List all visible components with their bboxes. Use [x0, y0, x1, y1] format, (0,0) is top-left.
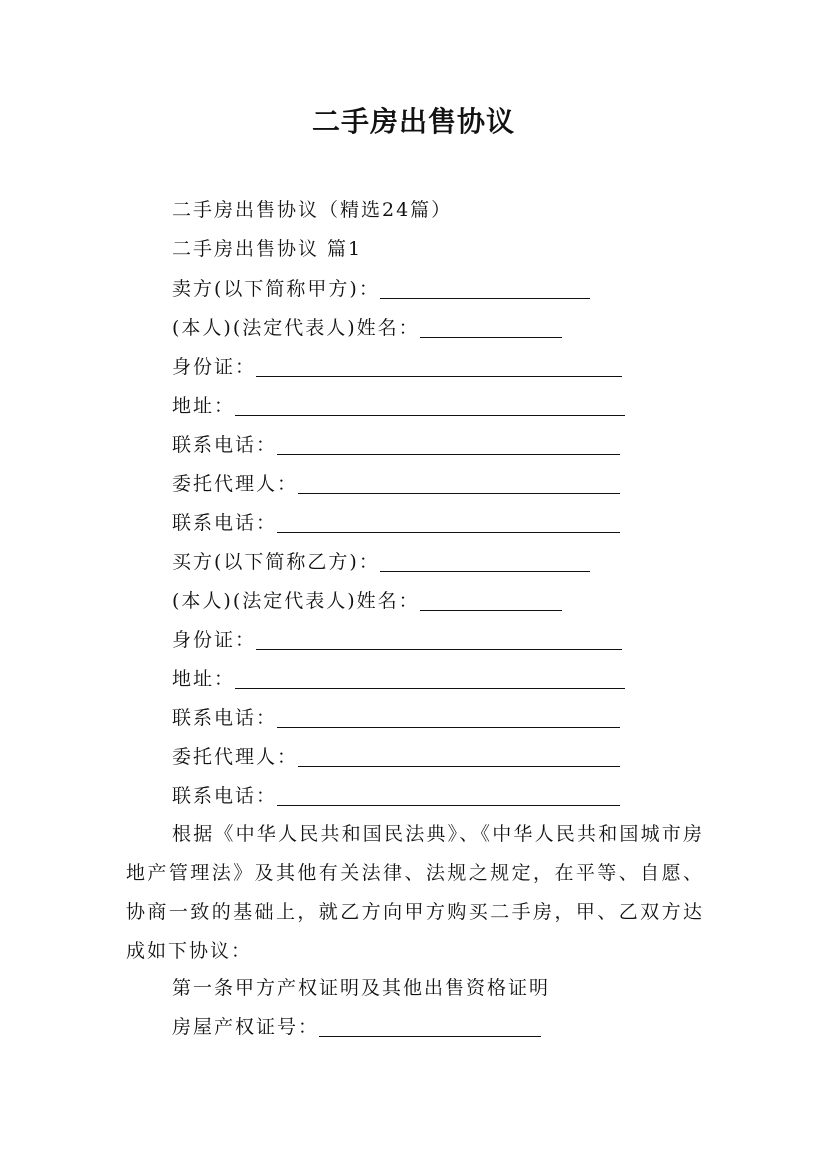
fill-blank	[298, 746, 620, 767]
fill-blank	[235, 668, 625, 689]
seller-name-field	[172, 314, 562, 342]
field-label: 身份证：	[172, 356, 257, 378]
buyer-name-field	[172, 587, 562, 615]
field-label: (本人)(法定代表人)姓名：	[172, 317, 420, 339]
section-heading: 二手房出售协议 篇1	[172, 238, 363, 260]
field-label: 委托代理人：	[172, 473, 299, 495]
field-label: 联系电话：	[172, 707, 278, 729]
fill-blank	[420, 317, 562, 338]
seller-agent-phone-field	[172, 509, 620, 537]
document-title: 二手房出售协议	[311, 105, 515, 138]
fill-blank	[380, 278, 590, 299]
buyer-id-field	[172, 626, 622, 654]
field-label: 地址：	[172, 395, 236, 417]
field-label: 委托代理人：	[172, 746, 299, 768]
buyer-agent-field	[172, 743, 620, 771]
field-label: 联系电话：	[172, 785, 278, 807]
document-subtitle: 二手房出售协议（精选24篇）	[172, 199, 453, 221]
buyer-phone-field	[172, 704, 620, 732]
fill-blank	[235, 395, 625, 416]
body-paragraph: 根据《中华人民共和国民法典》、《中华人民共和国城市房地产管理法》及其他有关法律、法规之规定，在平等、自愿、协商一致的基础上，就乙方向甲方购买二手房，甲、乙双方达成如下协议：	[126, 823, 704, 962]
field-label: 身份证：	[172, 629, 257, 651]
article-heading: 第一条甲方产权证明及其他出售资格证明	[172, 977, 551, 999]
seller-field	[172, 275, 590, 303]
field-label: 房屋产权证号：	[172, 1016, 320, 1038]
field-label: 联系电话：	[172, 434, 278, 456]
field-label: (本人)(法定代表人)姓名：	[172, 590, 420, 612]
field-label: 卖方(以下简称甲方)：	[172, 278, 380, 300]
fill-blank	[277, 785, 620, 806]
seller-phone-field	[172, 431, 620, 459]
fill-blank	[277, 434, 620, 455]
fill-blank	[277, 512, 620, 533]
field-label: 买方(以下简称乙方)：	[172, 551, 380, 573]
buyer-address-field	[172, 665, 625, 693]
seller-address-field	[172, 392, 625, 420]
fill-blank	[256, 629, 622, 650]
buyer-field	[172, 548, 590, 576]
fill-blank	[319, 1016, 541, 1037]
seller-id-field	[172, 353, 622, 381]
field-label: 联系电话：	[172, 512, 278, 534]
seller-agent-field	[172, 470, 620, 498]
field-label: 地址：	[172, 668, 236, 690]
fill-blank	[380, 551, 590, 572]
buyer-agent-phone-field	[172, 782, 620, 810]
fill-blank	[277, 707, 620, 728]
certificate-field	[172, 1013, 541, 1041]
fill-blank	[420, 590, 562, 611]
fill-blank	[298, 473, 620, 494]
fill-blank	[256, 356, 622, 377]
